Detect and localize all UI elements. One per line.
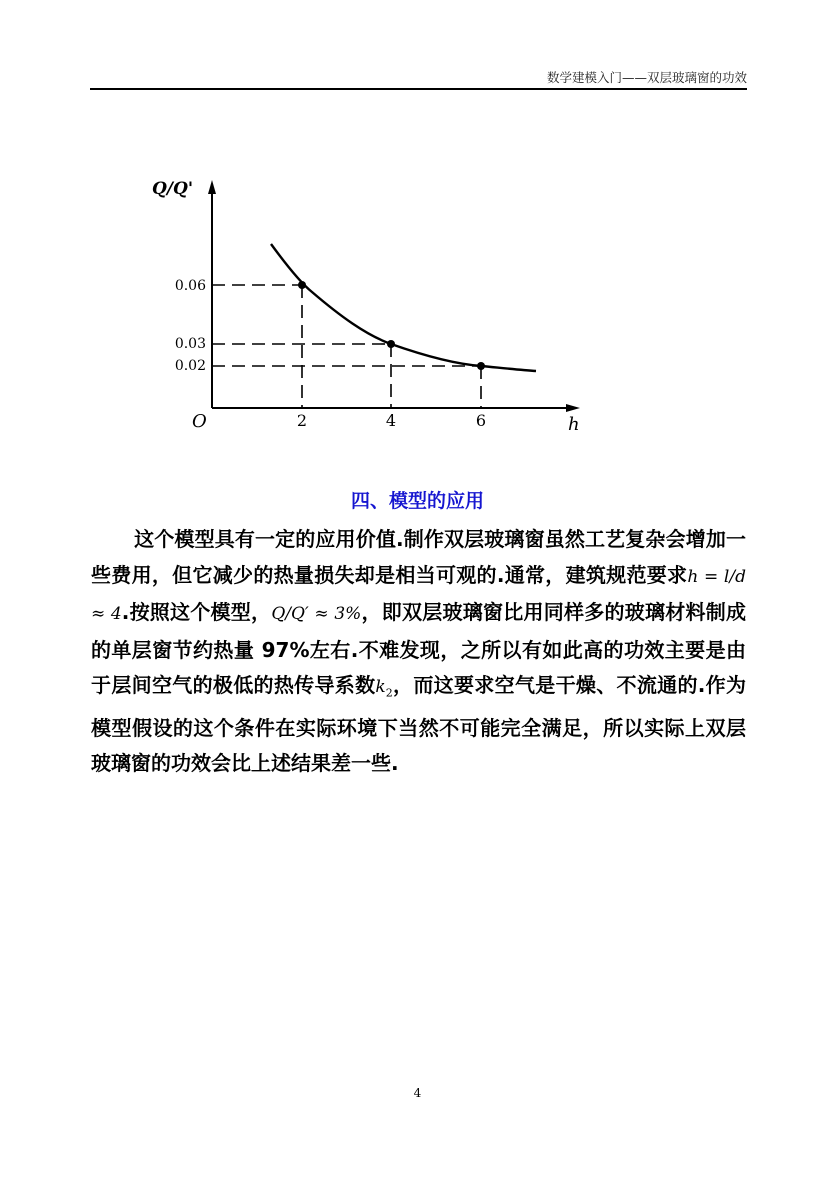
body-paragraph (91, 522, 746, 782)
ratio-curve (271, 244, 536, 371)
y-tick-label: 0.02 (174, 358, 206, 374)
x-tick-label: 4 (385, 411, 397, 430)
math-k: k (375, 677, 386, 697)
guide-lines (212, 285, 481, 408)
math-symbol (375, 677, 393, 700)
header-rule (90, 88, 747, 90)
plot-svg (140, 150, 600, 460)
y-axis-label: Q/Q' (152, 179, 194, 199)
data-point (387, 340, 395, 348)
x-tick-label: 2 (296, 411, 308, 430)
text-run: .按照这个模型， (121, 600, 272, 624)
text-run: ，即双层玻璃窗比用同样多的玻璃材料制成的单层窗节约热量 97%左右.不难发现，之所以有如此高的功效主要是由于层间空气的极低的热传导系数 (91, 600, 747, 697)
data-point (477, 362, 485, 370)
y-axis-arrow (208, 180, 216, 194)
x-tick-label: 6 (475, 411, 487, 430)
x-axis-label: h (568, 414, 580, 435)
text-run: 这个模型具有一定的应用价值.制作双层玻璃窗虽然工艺复杂会增加一些费用，但它减少的热量损失却是相当可观的.通常，建筑规范要求 (91, 527, 746, 587)
text-run: ，而这要求空气是干燥、不流通的.作为模型假设的这个条件在实际环境下当然不可能完全满足，所以实际上双层玻璃窗的功效会比上述结果差一些. (91, 673, 747, 776)
math-formula: h = l/d ≈ 4 (91, 566, 746, 624)
origin-label: O (192, 411, 207, 432)
section-heading: 四、模型的应用 (350, 490, 484, 512)
math-subscript: 2 (385, 686, 393, 700)
x-axis-arrow (566, 404, 580, 412)
page-number: 4 (413, 1086, 422, 1100)
figure-heat-ratio-curve (140, 150, 600, 464)
y-tick-label: 0.06 (174, 278, 206, 294)
data-point (298, 281, 306, 289)
math-formula: Q/Q′ ≈ 3% (271, 604, 362, 624)
y-tick-label: 0.03 (174, 336, 206, 352)
running-header: 数学建模入门——双层玻璃窗的功效 (546, 70, 747, 85)
